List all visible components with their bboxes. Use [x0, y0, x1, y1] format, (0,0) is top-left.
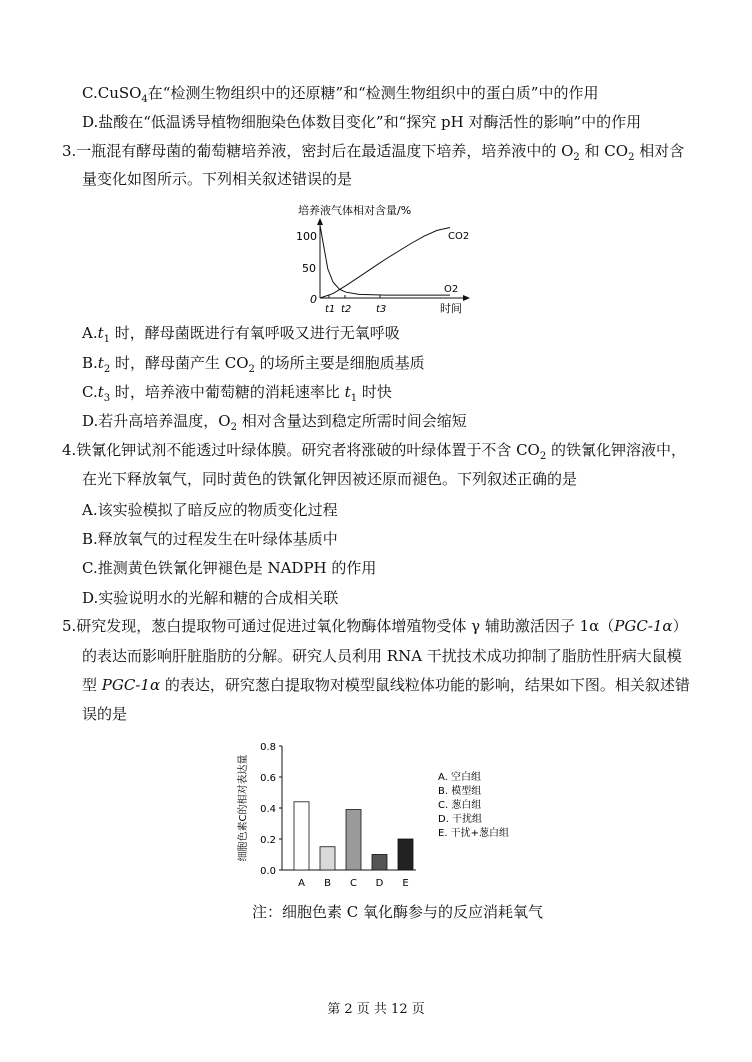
- page-footer: 第 2 页 共 12 页: [327, 1002, 425, 1017]
- q2-option-d: D.盐酸在“低温诱导植物细胞染色体数目变化”和“探究 pH 对酶活性的影响”中的作用: [82, 113, 642, 131]
- chart1-xtick-t3: t3: [376, 304, 387, 315]
- chart1-co2-line: [320, 228, 450, 299]
- q5-stem-line3: 型 PGC-1α 的表达，研究葱白提取物对模型鼠线粒体功能的影响，结果如下图。相关叙述错: [82, 676, 690, 694]
- chart2-ytick-label: 0.4: [260, 804, 276, 815]
- chart2-legend-item: C. 葱白组: [438, 800, 482, 811]
- chart1-ytick-0: 0: [310, 293, 317, 306]
- chart2-bar-e: [398, 839, 413, 870]
- chart2-bar-b: [320, 847, 335, 870]
- chart1-xtick-t2: t2: [341, 304, 352, 315]
- chart1-o2-line: [320, 225, 450, 295]
- q5-stem-line4: 误的是: [82, 705, 128, 723]
- chart2-legend-item: B. 模型组: [438, 786, 482, 797]
- q3-option-a: $A.t_1$ 时，酵母菌既进行有氧呼吸又进行无氧呼吸: [82, 324, 400, 345]
- chart2-bar-a: [294, 802, 309, 870]
- chart2-ylabel: 细胞色素C的相对表达量: [238, 754, 249, 862]
- chart2-xtick-c: C: [350, 878, 357, 889]
- q3-option-c: $C.t_3$ 时，培养液中葡萄糖的消耗速率比 $t_1$ 时快: [82, 383, 392, 404]
- q4-option-a: A.该实验模拟了暗反应的物质变化过程: [82, 501, 338, 519]
- chart1-title: 培养液气体相对含量/%: [298, 204, 412, 217]
- q5-chart-note: 注：细胞色素 C 氧化酶参与的反应消耗氧气: [252, 903, 544, 921]
- q4-stem-line1: 4.铁氰化钾试剂不能透过叶绿体膜。研究者将涨破的叶绿体置于不含 $CO_2$ 的铁氰化钾溶液中，: [62, 441, 687, 462]
- chart1-ytick-50: 50: [302, 262, 316, 275]
- q5-bar-chart: [230, 736, 550, 894]
- chart2-legend-item: E. 干扰+葱白组: [438, 828, 510, 839]
- q3-stem-line1: 3.一瓶混有酵母菌的葡萄糖培养液，密封后在最适温度下培养，培养液中的 $O_2$ 和 $CO_2$ 相对含: [62, 142, 685, 163]
- chart2-ytick-label: 0.8: [260, 742, 276, 753]
- q4-option-b: B.释放氧气的过程发生在叶绿体基质中: [82, 530, 338, 548]
- chart1-co2-label: CO2: [448, 231, 470, 242]
- chart1-ytick-100: 100: [296, 230, 317, 243]
- chart1-y-arrow: [317, 218, 323, 225]
- chart2-ytick-label: 0.2: [260, 835, 276, 846]
- chart2-bar-c: [346, 810, 361, 870]
- q3-stem-line2: 量变化如图所示。下列相关叙述错误的是: [82, 170, 353, 188]
- q3-option-d: D.若升高培养温度，$O_2$ 相对含量达到稳定所需时间会缩短: [82, 412, 467, 433]
- q3-option-b: $B.t_2$ 时，酵母菌产生 $CO_2$ 的场所主要是细胞质基质: [82, 354, 425, 375]
- chart1-x-arrow: [463, 295, 470, 301]
- chart1-o2-label: O2: [444, 284, 459, 295]
- chart2-ytick-label: 0.6: [260, 773, 276, 784]
- q4-stem-line2: 在光下释放氧气，同时黄色的铁氰化钾因被还原而褪色。下列叙述正确的是: [82, 470, 578, 488]
- q2-option-c: C.CuSO$_4$在“检测生物组织中的还原糖”和“检测生物组织中的蛋白质”中的作用: [82, 84, 599, 105]
- chart1-xtick-t1: t1: [325, 304, 336, 315]
- q4-option-c: C.推测黄色铁氰化钾褪色是 NADPH 的作用: [82, 559, 377, 577]
- chart2-legend-item: D. 干扰组: [438, 814, 483, 825]
- q4-option-d: D.实验说明水的光解和糖的合成相关联: [82, 589, 339, 607]
- chart2-xtick-b: B: [324, 878, 331, 889]
- chart2-bar-d: [372, 855, 387, 871]
- chart2-xtick-e: E: [402, 878, 409, 889]
- chart1-xlabel: 时间: [440, 302, 462, 315]
- chart2-ytick-label: 0.0: [260, 866, 276, 877]
- chart2-legend-item: A. 空白组: [438, 772, 482, 783]
- q5-stem-line1: 5.研究发现，葱白提取物可通过促进过氧化物酶体增殖物受体 γ 辅助激活因子 1α（PGC-1α）: [62, 617, 688, 635]
- q5-stem-line2: 的表达而影响肝脏脂肪的分解。研究人员利用 RNA 干扰技术成功抑制了脂肪性肝病大鼠模: [82, 647, 682, 665]
- chart2-xtick-a: A: [298, 878, 305, 889]
- q3-line-chart: [290, 200, 490, 318]
- chart2-xtick-d: D: [375, 878, 384, 889]
